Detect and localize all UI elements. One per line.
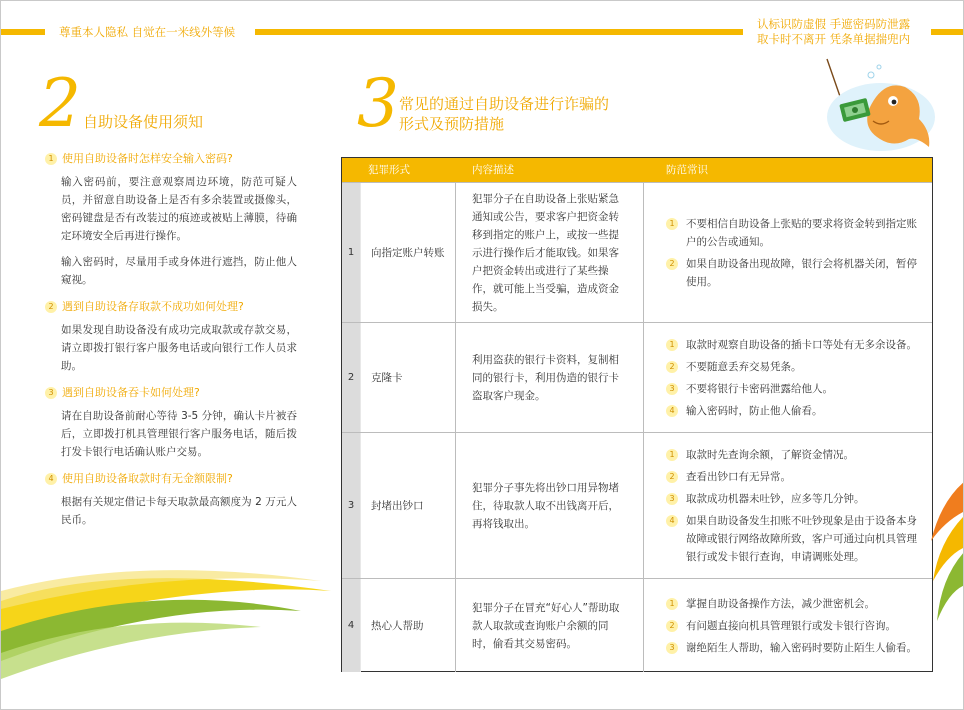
- prevention-tip: [666, 617, 896, 635]
- section3-title-line1: 常见的通过自助设备进行诈骗的: [399, 95, 610, 113]
- usage-question-block: [45, 385, 297, 461]
- question-title-text: 遇到自助设备存取款不成功如何处理?: [62, 300, 244, 313]
- table-body: [342, 182, 932, 672]
- circled-number-icon: 2: [666, 258, 678, 270]
- circled-number-icon: 3: [45, 387, 57, 399]
- crime-form-cell: 向指定账户转账: [360, 183, 456, 322]
- table-header-row: [342, 158, 932, 182]
- prevention-tip: [666, 512, 922, 566]
- usage-question-block: [45, 151, 297, 289]
- row-index-cell: 4: [342, 579, 360, 672]
- usage-question-block: [45, 471, 297, 529]
- fraud-prevention-table: [341, 157, 933, 672]
- header-right-line2: 取卡时不离开 凭条单据揣兜内: [757, 32, 911, 46]
- prevention-tips-cell: [644, 323, 932, 432]
- circled-number-icon: 1: [45, 153, 57, 165]
- circled-number-icon: 3: [666, 642, 678, 654]
- table-row: [342, 182, 932, 322]
- circled-number-icon: 1: [666, 449, 678, 461]
- fish-mascot-illustration: [813, 57, 937, 157]
- prevention-tip-text: 取款时观察自助设备的插卡口等处有无多余设备。: [686, 338, 917, 351]
- prevention-tip: [666, 595, 875, 613]
- prevention-tip: [666, 215, 922, 251]
- prevention-tip-text: 不要将银行卡密码泄露给他人。: [686, 382, 833, 395]
- header-bar-right: [931, 29, 963, 35]
- prevention-tip: [666, 336, 917, 354]
- circled-number-icon: 2: [666, 361, 678, 373]
- content-description-cell: 利用盗获的银行卡资料，复制相同的银行卡，利用伪造的银行卡盗取客户现金。: [456, 323, 644, 432]
- prevention-tip: [666, 639, 917, 657]
- section3-number: 3: [357, 65, 399, 142]
- question-title-text: 遇到自助设备吞卡如何处理?: [62, 386, 200, 399]
- header-bar-middle: [255, 29, 743, 35]
- prevention-tip: [666, 380, 833, 398]
- prevention-tips-cell: [644, 579, 932, 672]
- row-index-cell: 2: [342, 323, 360, 432]
- prevention-tip-text: 输入密码时，防止他人偷看。: [686, 404, 823, 417]
- question-answer-paragraph: 如果发现自助设备没有成功完成取款或存款交易，请立即拨打银行客户服务电话或向银行工作人员求助。: [61, 324, 297, 372]
- header-left-text: 尊重本人隐私 自觉在一米线外等候: [59, 25, 236, 39]
- header-content-description: 内容描述: [472, 164, 514, 176]
- section3-title-line2: 形式及预防措施: [399, 115, 505, 133]
- prevention-tips-cell: [644, 183, 932, 322]
- circled-number-icon: 2: [666, 471, 678, 483]
- question-answer-paragraph: 输入密码时，尽量用手或身体进行遮挡，防止他人窥视。: [61, 256, 297, 286]
- prevention-tip-text: 查看出钞口有无异常。: [686, 470, 791, 483]
- usage-question-block: [45, 299, 297, 375]
- row-index-cell: 1: [342, 183, 360, 322]
- prevention-tip: [666, 468, 791, 486]
- table-row: [342, 432, 932, 578]
- circled-number-icon: 4: [45, 473, 57, 485]
- question-answer-paragraph: 请在自助设备前耐心等待 3-5 分钟，确认卡片被吞后，立即拨打机具管理银行客户服务电话，随后拨打发卡银行电话确认账户交易。: [61, 410, 297, 458]
- question-answer-paragraph: 根据有关规定借记卡每天取款最高额度为 2 万元人民币。: [61, 496, 297, 526]
- circled-number-icon: 2: [45, 301, 57, 313]
- question-title: [45, 471, 297, 487]
- table-row: [342, 578, 932, 672]
- prevention-tip-text: 不要相信自助设备上张贴的要求将资金转到指定账户的公告或通知。: [686, 217, 917, 248]
- content-description-cell: 犯罪分子在冒充“好心人”帮助取款人取款或查询账户余额的同时，偷看其交易密码。: [456, 579, 644, 672]
- crime-form-cell: 热心人帮助: [360, 579, 456, 672]
- question-title-text: 使用自助设备时怎样安全输入密码?: [62, 152, 233, 165]
- prevention-tip: [666, 446, 854, 464]
- table-row: [342, 322, 932, 432]
- crime-form-cell: 封堵出钞口: [360, 433, 456, 578]
- wave-decoration-right: [931, 481, 964, 631]
- content-description-cell: 犯罪分子在自助设备上张贴紧急通知或公告，要求客户把资金转移到指定的账户上，或按一些提示进行操作后才能取钱。如果客户把资金转出或进行了某些操作，就可能上当受骗，造成资金损失。: [456, 183, 644, 322]
- prevention-tip-text: 有问题直接向机具管理银行或发卡银行咨询。: [686, 619, 896, 632]
- circled-number-icon: 2: [666, 620, 678, 632]
- circled-number-icon: 4: [666, 405, 678, 417]
- wave-decoration-left: [1, 561, 341, 710]
- prevention-tip: [666, 402, 823, 420]
- circled-number-icon: 4: [666, 515, 678, 527]
- prevention-tip-text: 取款成功机器未吐钞，应多等几分钟。: [686, 492, 865, 505]
- prevention-tip-text: 不要随意丢弃交易凭条。: [686, 360, 802, 373]
- question-title: [45, 299, 297, 315]
- usage-notes-list: [45, 151, 297, 539]
- row-index-cell: 3: [342, 433, 360, 578]
- prevention-tip-text: 如果自助设备出现故障，银行会将机器关闭，暂停使用。: [686, 257, 917, 288]
- section2-number: 2: [39, 65, 81, 142]
- crime-form-cell: 克隆卡: [360, 323, 456, 432]
- header-prevention-tips: 防范常识: [666, 164, 708, 176]
- prevention-tips-cell: [644, 433, 932, 578]
- circled-number-icon: 3: [666, 493, 678, 505]
- question-title-text: 使用自助设备取款时有无金额限制?: [62, 472, 233, 485]
- prevention-tip-text: 如果自助设备发生扣账不吐钞现象是由于设备本身故障或银行网络故障所致，客户可通过向机具管理银行或发卡银行查询，申请调账处理。: [686, 514, 917, 563]
- header-crime-form: 犯罪形式: [368, 164, 410, 176]
- question-title: [45, 385, 297, 401]
- circled-number-icon: 1: [666, 598, 678, 610]
- section2-title: 自助设备使用须知: [83, 113, 204, 131]
- prevention-tip-text: 谢绝陌生人帮助，输入密码时要防止陌生人偷看。: [686, 641, 917, 654]
- prevention-tip: [666, 490, 865, 508]
- question-answer-paragraph: 输入密码前，要注意观察周边环境，防范可疑人员，并留意自助设备上是否有多余装置或摄像头，密码键盘是否有改装过的痕迹或被贴上薄膜，待确定环境安全后再进行操作。: [61, 176, 297, 242]
- circled-number-icon: 3: [666, 383, 678, 395]
- content-description-cell: 犯罪分子事先将出钞口用异物堵住，待取款人取不出钱离开后，再将钱取出。: [456, 433, 644, 578]
- header-bar-left: [1, 29, 45, 35]
- circled-number-icon: 1: [666, 218, 678, 230]
- question-title: [45, 151, 297, 167]
- prevention-tip: [666, 358, 802, 376]
- header-index-cell: [342, 158, 360, 182]
- header-right-line1: 认标识防虚假 手遮密码防泄露: [757, 17, 911, 31]
- circled-number-icon: 1: [666, 339, 678, 351]
- prevention-tip-text: 掌握自助设备操作方法，减少泄密机会。: [686, 597, 875, 610]
- prevention-tip-text: 取款时先查询余额，了解资金情况。: [686, 448, 854, 461]
- prevention-tip: [666, 255, 922, 291]
